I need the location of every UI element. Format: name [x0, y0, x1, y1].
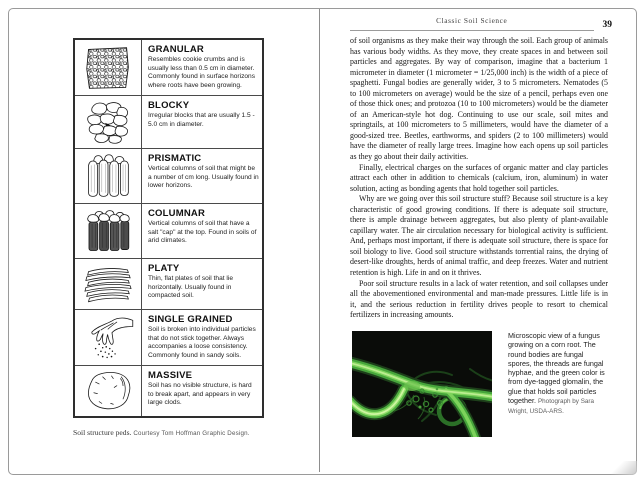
- paragraph-3: Why are we going over this soil structure stuff? Because soil structure is a key characteristic of good growing conditions. If there is adequate soil structure, there is ample drainage between aggregates, but also plenty of plant-available capillary water. The air circulation necessary for biological activity is sufficient. And, perhaps most important, if there is adequate soil structure, there is space for soil biology to live. Good soil structure withstands torrential rains, the drying of desert-like droughts, herds of animal traffic, and deep freezes. Water and nutrient retention is high. Life in and on it thrives.: [350, 194, 608, 278]
- table-row-blocky: [75, 96, 262, 149]
- table-row-single-grained: [75, 310, 262, 366]
- fungus-micrograph-photo: [352, 331, 492, 437]
- blocky-sketch-icon: [75, 96, 142, 148]
- chapter-title: Classic Soil Science: [436, 16, 508, 25]
- table-caption: [73, 428, 303, 437]
- paragraph-1: of soil organisms as they make their way through the soil. Each group of animals has various body widths. As they move, they create spaces in and between soil particles and aggregates. By way of comparison, imagine that a bacterium 1 micrometer in diameter (1 micrometer = 1/25,000 inch) is the width of a piece of spaghetti. Fungal bodies are generally wider, 3 to 5 micrometers. Nematodes (5 to 100 micrometers on average) would be the size of a pencil, perhaps even one of those thick ones; and protozoa (10 to 100 micrometers) would be the diameter of an American-style hot dog. Continuing to use our scale, soil mites and springtails, at 100 micrometers to 5 millimeters, would have the diameter of a good-sized tree. Beetles, earthworms, and spiders (2 to 100 millimeters) would have the diameter of really large trees. Imagine how each opens up soil particles as they go about their daily activities.: [350, 36, 608, 162]
- soil-type-description: Irregular blocks that are usually 1.5 - 5.0 cm in diameter.: [148, 112, 255, 128]
- running-head: [350, 10, 612, 31]
- table-row-granular: [75, 40, 262, 96]
- platy-sketch-icon: [75, 259, 142, 309]
- page-corner-shade: [611, 461, 637, 475]
- massive-sketch-icon: [75, 366, 142, 416]
- soil-type-description: Soil is broken into individual particles that do not stick together. Always accompanies a loose consistency. Commonly found in sandy soils.: [148, 326, 256, 359]
- figure-credit: Photograph by Sara Wright, USDA-ARS.: [508, 398, 594, 416]
- granular-sketch-icon: [75, 40, 142, 95]
- figure-caption: [508, 331, 609, 437]
- soil-structure-table: [73, 38, 264, 418]
- soil-type-description: Thin, flat plates of soil that lie horizontally. Usually found in compacted soil.: [148, 275, 234, 299]
- table-row-massive: [75, 366, 262, 416]
- fungus-figure: [352, 331, 609, 437]
- paragraph-2: Finally, electrical charges on the surfaces of organic matter and clay particles attract each other in addition to chemicals (calcium, iron, aluminum) in water solution, acting as bonding agents that hold together soil particles.: [350, 162, 608, 193]
- page-number: 39: [602, 20, 612, 30]
- soil-type-description: Vertical columns of soil that might be a number of cm long. Usually found in lower horizons.: [148, 165, 259, 189]
- running-head-rule: [350, 10, 594, 31]
- table-row-prismatic: [75, 149, 262, 204]
- soil-type-description: Vertical columns of soil that have a salt "cap" at the top. Found in soils of arid climates.: [148, 220, 257, 244]
- table-row-platy: [75, 259, 262, 310]
- soil-type-description: Resembles cookie crumbs and is usually less than 0.5 cm in diameter. Commonly found in surface horizons where roots have been growing.: [148, 56, 256, 89]
- soil-type-name: GRANULAR: [148, 44, 204, 55]
- soil-type-description: Soil has no visible structure, is hard to break apart, and appears in very large clods.: [148, 382, 252, 406]
- table-caption-credit: Courtesy Tom Hoffman Graphic Design.: [133, 430, 250, 437]
- single-grained-sketch-icon: [75, 310, 142, 365]
- page-spine-divider: [319, 9, 320, 472]
- figure-caption-text: Microscopic view of a fungus growing on a corn root. The round bodies are fungal spores, the threads are fungal hyphae, and the green color is from dye-tagged glomalin, the glue that holds soil particles together.: [508, 331, 605, 406]
- columnar-sketch-icon: [75, 204, 142, 258]
- soil-type-name: PRISMATIC: [148, 153, 202, 164]
- body-text: [350, 36, 608, 321]
- table-caption-text: Soil structure peds.: [73, 428, 132, 437]
- soil-type-name: BLOCKY: [148, 100, 190, 111]
- table-row-columnar: [75, 204, 262, 259]
- soil-type-name: COLUMNAR: [148, 208, 206, 219]
- prismatic-sketch-icon: [75, 149, 142, 203]
- paragraph-4: Poor soil structure results in a lack of water retention, and soil collapses under all the abovementioned environmental and man-made pressures. Little life is in it, and the serious reduction in fertility drives people to resort to chemical fertilizers in increasing amounts.: [350, 278, 608, 320]
- soil-type-name: SINGLE GRAINED: [148, 314, 233, 325]
- soil-type-name: PLATY: [148, 263, 180, 274]
- soil-type-name: MASSIVE: [148, 370, 193, 381]
